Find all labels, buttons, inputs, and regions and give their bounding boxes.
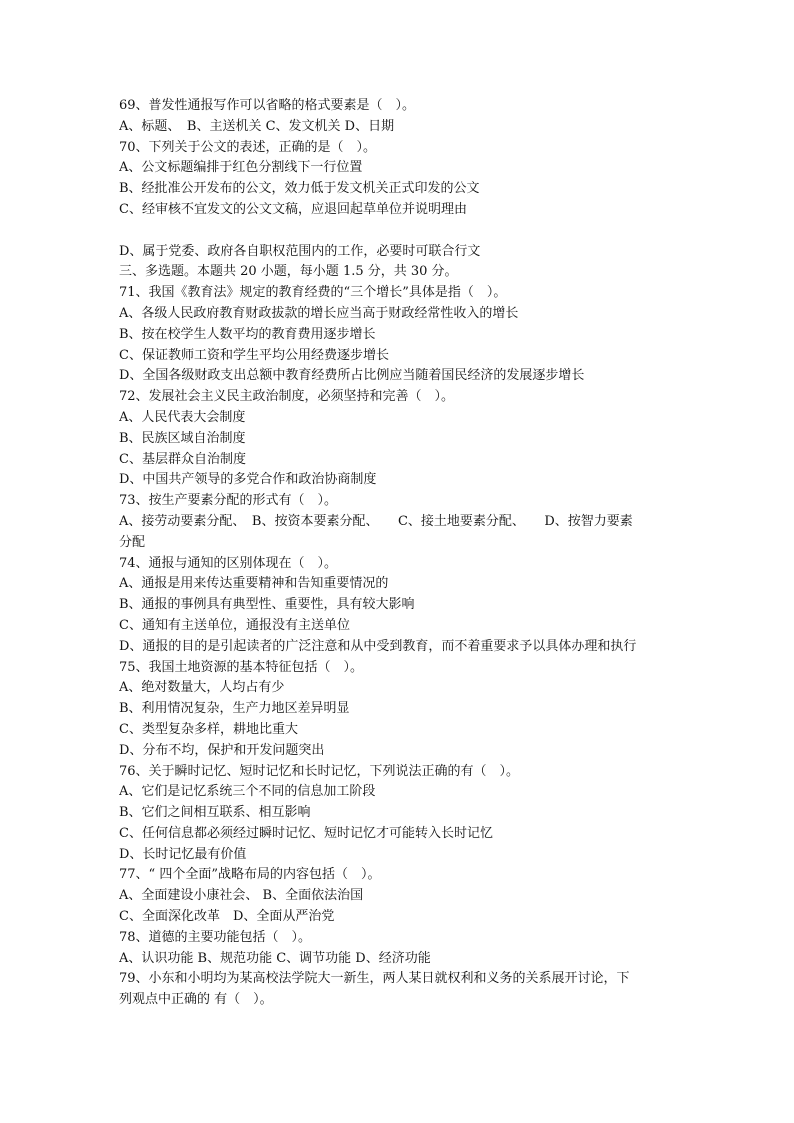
- section-heading-multiple-choice: 三、多选题。本题共 20 小题，每小题 1.5 分，共 30 分。: [119, 264, 458, 280]
- question-70: 70、下列关于公文的表述，正确的是（ ）。: [119, 139, 377, 155]
- question-79: 79、小东和小明均为某高校法学院大一新生，两人某日就权利和义务的关系展开讨论，下: [119, 971, 630, 987]
- question-71: 71、我国《教育法》规定的教育经费的“三个增长”具体是指（ ）。: [119, 285, 507, 301]
- q71-option-b: B、按在校学生人数平均的教育费用逐步增长: [119, 326, 376, 342]
- q71-option-a: A、各级人民政府教育财政拔款的增长应当高于财政经常性收入的增长: [119, 305, 519, 321]
- q70-option-c: C、经审核不宜发文的公文文稿，应退回起草单位并说明理由: [119, 201, 467, 217]
- q75-option-a: A、绝对数量大，人均占有少: [119, 680, 285, 696]
- question-79-continued: 列观点中正确的 有（ ）。: [119, 992, 273, 1008]
- question-73: 73、按生产要素分配的形式有（ ）。: [119, 493, 338, 509]
- q74-option-a: A、通报是用来传达重要精神和告知重要情况的: [119, 576, 389, 592]
- q76-option-c: C、任何信息都必须经过瞬时记忆、短时记忆才可能转入长时记忆: [119, 825, 493, 841]
- q75-option-c: C、类型复杂多样，耕地比重大: [119, 721, 298, 737]
- q78-options: A、认识功能 B、规范功能 C、调节功能 D、经济功能: [119, 950, 431, 966]
- question-75: 75、我国土地资源的基本特征包括（ ）。: [119, 659, 364, 675]
- q76-option-b: B、它们之间相互联系、相互影响: [119, 805, 311, 821]
- q77-options-cd: C、全面深化改革 D、全面从严治党: [119, 909, 335, 925]
- q77-options-ab: A、全面建设小康社会、 B、全面依法治国: [119, 888, 364, 904]
- question-77: 77、“ 四个全面”战略布局的内容包括（ ）。: [119, 867, 381, 883]
- q70-option-a: A、公文标题编排于红色分割线下一行位置: [119, 160, 363, 176]
- q73-options-continued: 分配: [119, 534, 146, 550]
- q69-options: A、标题、 B、主送机关 C、发文机关 D、日期: [119, 118, 395, 134]
- q76-option-d: D、长时记忆最有价值: [119, 846, 247, 862]
- question-72: 72、发展社会主义民主政治制度，必须坚持和完善（ ）。: [119, 389, 455, 405]
- q70-option-b: B、经批准公开发布的公文，效力低于发文机关正式印发的公文: [119, 181, 480, 197]
- document-page: [119, 96, 679, 1011]
- question-76: 76、关于瞬时记忆、短时记忆和长时记忆，下列说法正确的有（ ）。: [119, 763, 520, 779]
- q72-option-a: A、人民代表大会制度: [119, 409, 246, 425]
- question-69: 69、普发性通报写作可以省略的格式要素是（ ）。: [119, 98, 416, 113]
- q71-option-c: C、保证教师工资和学生平均公用经费逐步增长: [119, 347, 389, 363]
- question-74: 74、通报与通知的区别体现在（ ）。: [119, 555, 338, 571]
- q74-option-b: B、通报的事例具有典型性、重要性，具有较大影响: [119, 597, 415, 613]
- q72-option-b: B、民族区域自治制度: [119, 430, 246, 446]
- q70-option-d: D、属于党委、政府各自职权范围内的工作，必要时可联合行文: [119, 243, 481, 259]
- q74-option-c: C、通知有主送单位，通报没有主送单位: [119, 617, 350, 633]
- q72-option-d: D、中国共产领导的多党合作和政治协商制度: [119, 472, 377, 488]
- q71-option-d: D、全国各级财政支出总额中教育经费所占比例应当随着国民经济的发展逐步增长: [119, 368, 585, 384]
- q76-option-a: A、它们是记忆系统三个不同的信息加工阶段: [119, 784, 376, 800]
- q72-option-c: C、基层群众自治制度: [119, 451, 246, 467]
- q74-option-d: D、通报的目的是引起读者的广泛注意和从中受到教育，而不着重要求予以具体办理和执行: [119, 638, 637, 654]
- blank-line: [119, 221, 679, 242]
- q75-option-d: D、分布不均，保护和开发问题突出: [119, 742, 325, 758]
- q73-options: A、接劳动要素分配、 B、按资本要素分配、 C、接土地要素分配、 D、按智力要素: [119, 513, 633, 529]
- q75-option-b: B、利用情况复杂，生产力地区差异明显: [119, 701, 350, 717]
- question-78: 78、道德的主要功能包括（ ）。: [119, 929, 312, 945]
